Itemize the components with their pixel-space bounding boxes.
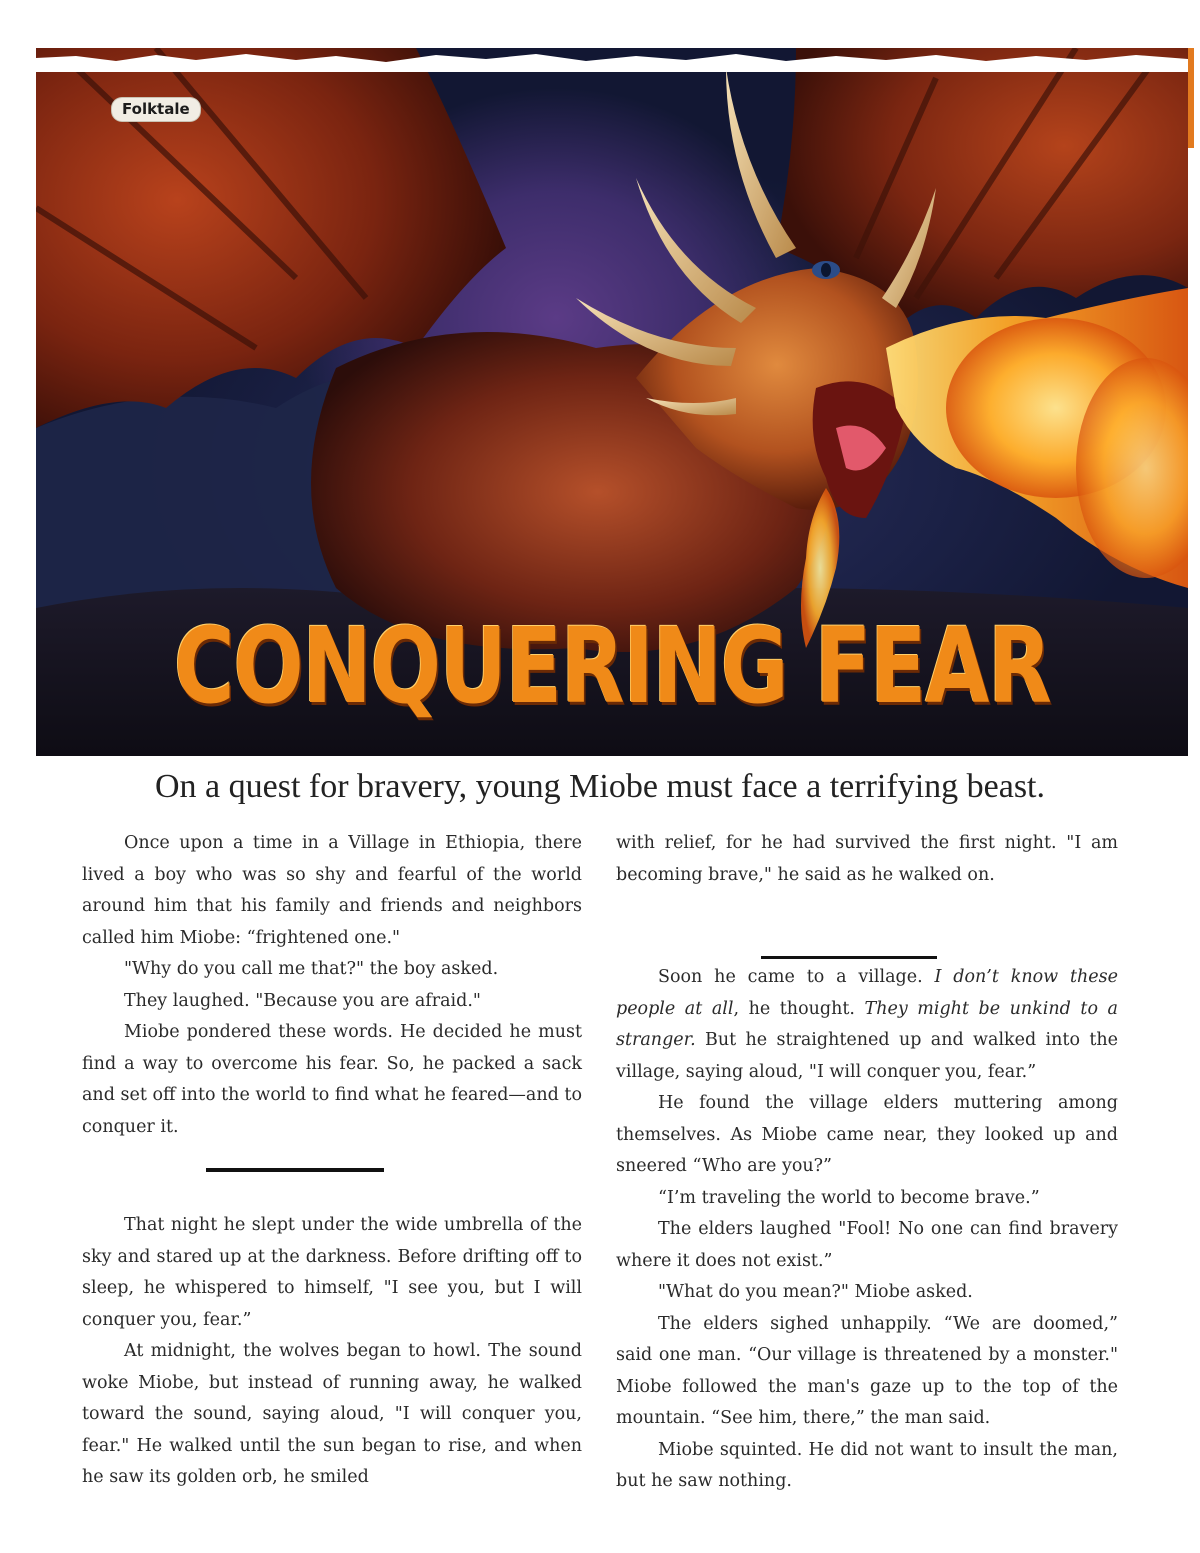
left-column-section-2: [82, 1210, 582, 1494]
folktale-badge: Folktale: [112, 98, 200, 121]
paragraph: At midnight, the wolves began to howl. The sound woke Miobe, but instead of running away, he walked toward the sound, saying aloud, "I will conquer you, fear." He walked until the sun began to rise, and when he saw its golden orb, he smiled: [82, 1341, 582, 1487]
right-column-section-2: [616, 962, 1118, 1498]
paragraph: “I’m traveling the world to become brave.”: [658, 1187, 1040, 1208]
paragraph: The elders sighed unhappily. “We are doomed,” said one man. “Our village is threatened by a monster." Miobe followed the man's gaze up to the top of the mountain. “See him, there,” the man said.: [616, 1313, 1118, 1428]
paragraph: with relief, for he had survived the first night. "I am becoming brave," he said as he walked on.: [616, 833, 1118, 885]
paragraph: That night he slept under the wide umbrella of the sky and stared up at the darkness. Before drifting off to sleep, he whispered to himself, "I see you, but I will conquer you, fear.”: [82, 1215, 582, 1330]
paragraph: They laughed. "Because you are afraid.": [124, 990, 481, 1011]
paragraph: The elders laughed "Fool! No one can find bravery where it does not exist.”: [616, 1219, 1118, 1271]
paragraph: "Why do you call me that?" the boy asked.: [124, 959, 499, 979]
paragraph: "What do you mean?" Miobe asked.: [658, 1282, 973, 1302]
right-column-section-1: [616, 828, 1118, 891]
paragraph: Miobe pondered these words. He decided he must find a way to overcome his fear. So, he packed a sack and set off into the world to find what he feared—and to conquer it.: [82, 1022, 582, 1137]
hero-banner: [36, 48, 1188, 756]
left-column-section-1: [82, 828, 582, 1143]
subtitle: On a quest for bravery, young Miobe must face a terrifying beast.: [154, 768, 1045, 805]
italic-thought: They might be unkind to a stranger.: [616, 998, 1118, 1050]
italic-thought: I don’t know these people at all: [616, 967, 1118, 1019]
edge-tab: [1188, 48, 1194, 148]
paragraph: Miobe squinted. He did not want to insult the man, but he saw nothing.: [616, 1439, 1118, 1491]
torn-edge: [36, 48, 1188, 72]
paragraph: Soon he came to a village. I don’t know these people at all, he thought. They might be unkind to a stranger. But he straightened up and walked into the village, saying aloud, "I will conquer you, fear.”: [616, 967, 1118, 1082]
paragraph: He found the village elders muttering among themselves. As Miobe came near, they looked up and sneered “Who are you?”: [616, 1093, 1118, 1176]
section-divider: [206, 1168, 384, 1172]
section-divider: [761, 956, 937, 959]
paragraph: Once upon a time in a Village in Ethiopia, there lived a boy who was so shy and fearful of the world around him that his family and friends and neighbors called him Miobe: “frightened one.": [82, 833, 582, 948]
headline: CONQUERING FEAR: [173, 605, 1051, 727]
